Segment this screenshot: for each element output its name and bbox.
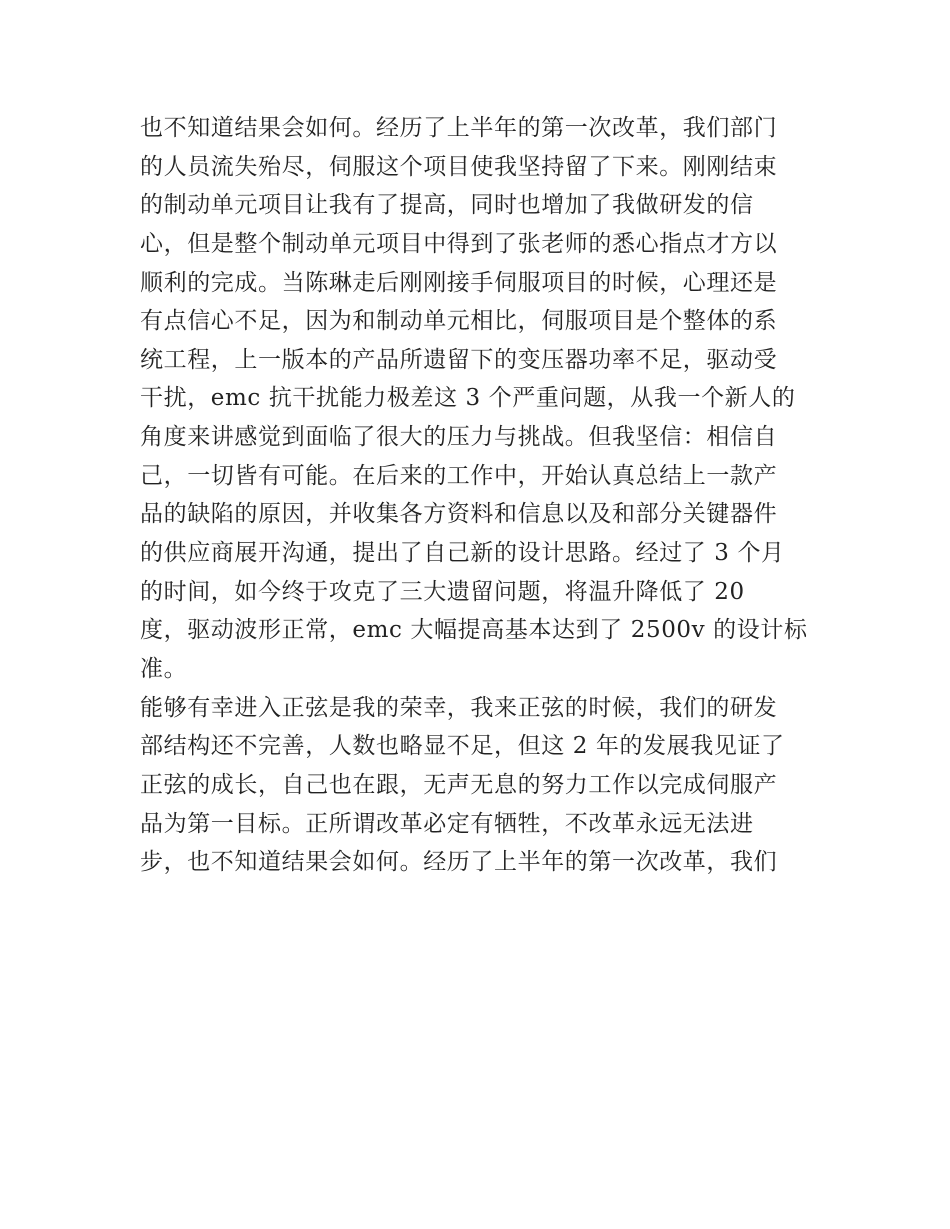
text-line: 准。: [140, 655, 188, 682]
text-line: 的人员流失殆尽，伺服这个项目使我坚持留了下来。刚刚结束: [140, 153, 778, 180]
text-line: 己，一切皆有可能。在后来的工作中，开始认真总结上一款产: [140, 462, 778, 489]
text-line: 品为第一目标。正所谓改革必定有牺牲，不改革永远无法进: [140, 810, 754, 837]
text-line: 步，也不知道结果会如何。经历了上半年的第一次改革，我们: [140, 849, 778, 876]
body-text: [140, 109, 820, 882]
text-line: 干扰，emc 抗干扰能力极差这 3 个严重问题，从我一个新人的: [140, 385, 796, 412]
text-line: 也不知道结果会如何。经历了上半年的第一次改革，我们部门: [140, 115, 778, 141]
text-line: 度，驱动波形正常，emc 大幅提高基本达到了 2500v 的设计标: [140, 617, 808, 644]
text-line: 的制动单元项目让我有了提高，同时也增加了我做研发的信: [140, 192, 754, 219]
text-line: 正弦的成长，自己也在跟，无声无息的努力工作以完成伺服产: [140, 771, 778, 798]
text-line: 的时间，如今终于攻克了三大遗留问题，将温升降低了 20: [140, 578, 745, 605]
text-line: 心，但是整个制动单元项目中得到了张老师的悉心指点才方以: [140, 230, 778, 257]
text-line: 顺利的完成。当陈琳走后刚刚接手伺服项目的时候，心理还是: [140, 269, 778, 296]
text-line: 的供应商展开沟通，提出了自己新的设计思路。经过了 3 个月: [140, 540, 785, 567]
text-line: 能够有幸进入正弦是我的荣幸，我来正弦的时候，我们的研发: [140, 694, 778, 721]
text-line: 部结构还不完善，人数也略显不足，但这 2 年的发展我见证了: [140, 733, 785, 760]
text-line: 角度来讲感觉到面临了很大的压力与挑战。但我坚信：相信自: [140, 424, 778, 451]
text-line: 有点信心不足，因为和制动单元相比，伺服项目是个整体的系: [140, 308, 778, 335]
text-line: 统工程，上一版本的产品所遗留下的变压器功率不足，驱动受: [140, 346, 778, 373]
text-line: 品的缺陷的原因，并收集各方资料和信息以及和部分关键器件: [140, 501, 778, 528]
